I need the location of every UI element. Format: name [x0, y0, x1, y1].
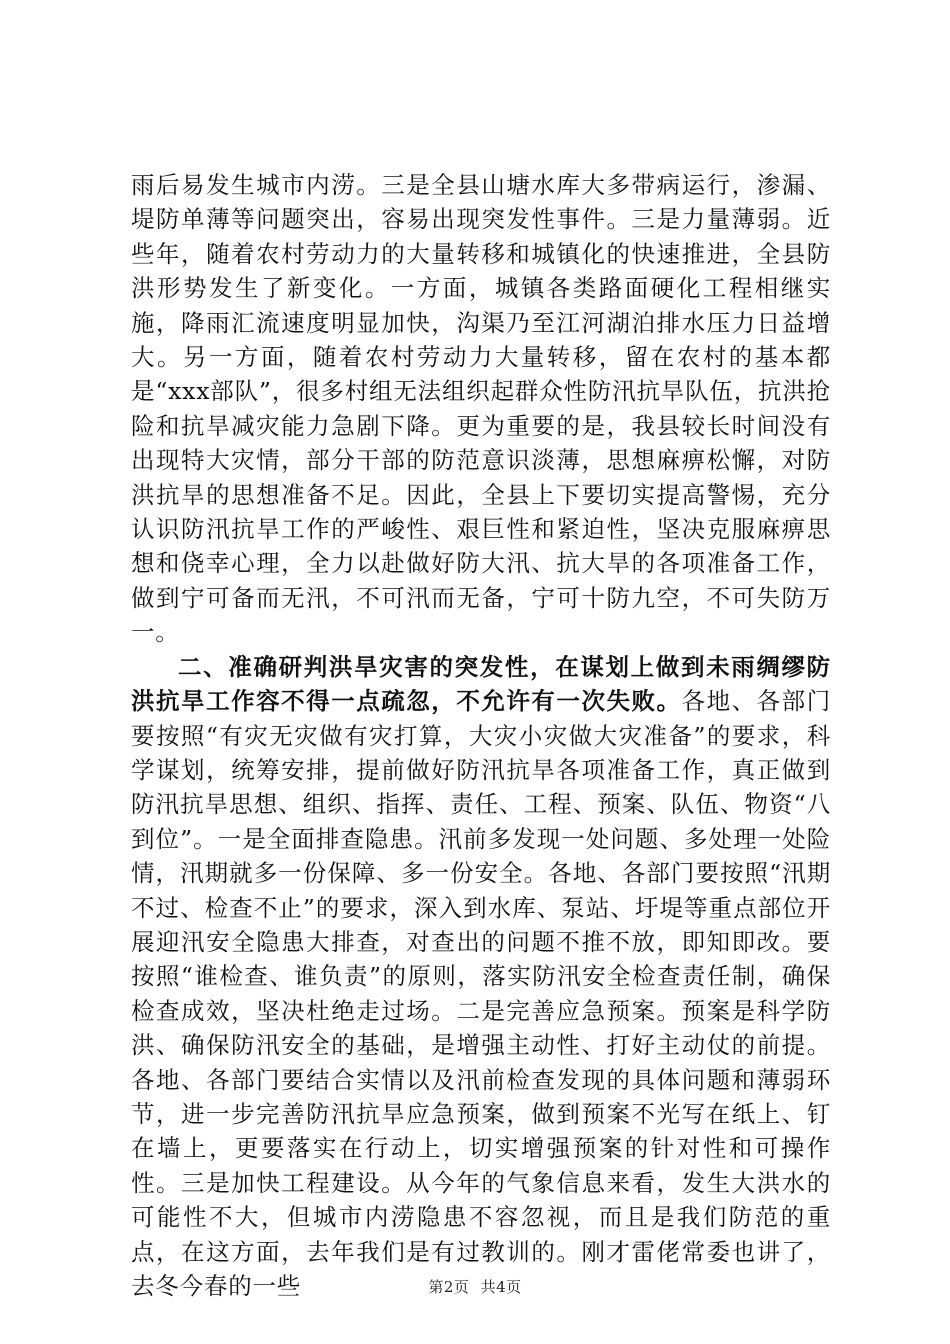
paragraph-2 [131, 650, 831, 1304]
page-total: 共4页 [480, 1278, 522, 1296]
section-heading: 二、准确研判洪旱灾害的突发性，在谋划上做到未雨绸缪防洪抗旱工作容不得一点疏忽，不允许有一次失败。 [131, 652, 831, 716]
paragraph-1 [131, 168, 831, 650]
paragraph-2-text: 各地、各部门要按照“有灾无灾做有灾打算，大灾小灾做大灾准备”的要求，科学谋划，统筹安排，提前做好防汛抗旱各项准备工作，真正做到防汛抗旱思想、组织、指挥、责任、工程、预案、队伍、物资“八到位”。一是全面排查隐患。汛前多发现一处问题、多处理一处险情，汛期就多一份保障、多一份安全。各地、各部门要按照“汛期不过、检查不止”的要求，深入到水库、泵站、圩堤等重点部位开展迎汛安全隐患大排查，对查出的问题不推不放，即知即改。要按照“谁检查、谁负责”的原则，落实防汛安全检查责任制，确保检查成效，坚决杜绝走过场。二是完善应急预案。预案是科学防洪、确保防汛安全的基础，是增强主动性、打好主动仗的前提。各地、各部门要结合实情以及汛前检查发现的具体问题和薄弱环节，进一步完善防汛抗旱应急预案，做到预案不光写在纸上、钉在墙上，更要落实在行动上，切实增强预案的针对性和可操作性。三是加快工程建设。从今年的气象信息来看，发生大洪水的可能性不大，但城市内涝隐患不容忽视，而且是我们防范的重点，在这方面，去年我们是有过教训的。刚才雷佬常委也讲了，去冬今春的一些 [131, 687, 831, 1300]
page-number: 第2页 [428, 1278, 470, 1296]
paragraph-1-text: 雨后易发生城市内涝。三是全县山塘水库大多带病运行，渗漏、堤防单薄等问题突出，容易出现突发性事件。三是力量薄弱。近些年，随着农村劳动力的大量转移和城镇化的快速推进，全县防洪形势发生了新变化。一方面，城镇各类路面硬化工程相继实施，降雨汇流速度明显加快，沟渠乃至江河湖泊排水压力日益增大。另一方面，随着农村劳动力大量转移，留在农村的基本都是“xxx部队”，很多村组无法组织起群众性防汛抗旱队伍，抗洪抢险和抗旱减灾能力急剧下降。更为重要的是，我县较长时间没有出现特大灾情，部分干部的防范意识淡薄，思想麻痹松懈，对防洪抗旱的思想准备不足。因此，全县上下要切实提高警惕，充分认识防汛抗旱工作的严峻性、艰巨性和紧迫性，坚决克服麻痹思想和侥幸心理，全力以赴做好防大汛、抗大旱的各项准备工作，做到宁可备而无汛，不可汛而无备，宁可十防九空，不可失防万一。 [131, 171, 831, 647]
page-footer [0, 1276, 950, 1297]
document-body [131, 168, 831, 1303]
